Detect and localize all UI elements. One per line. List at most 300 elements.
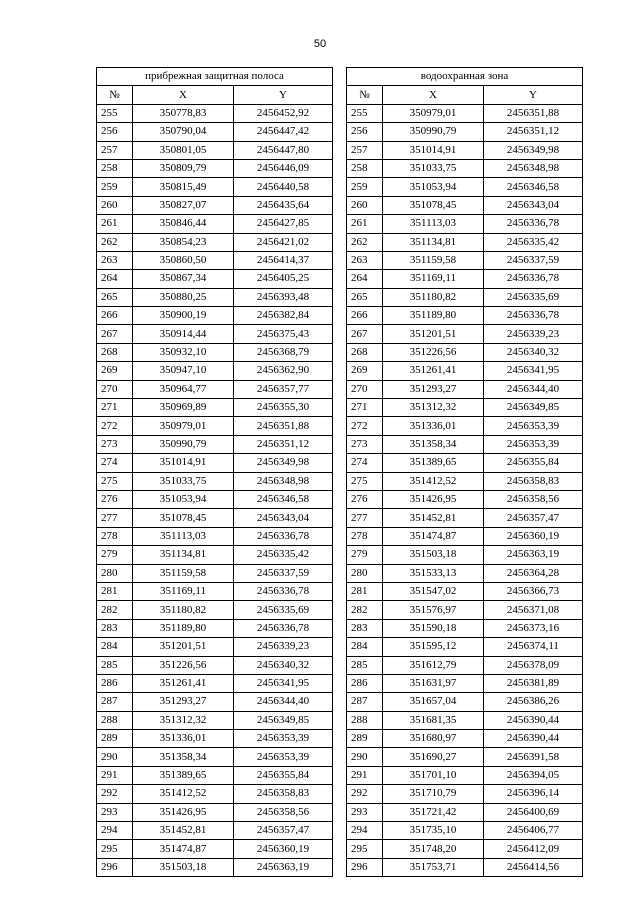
right-x-cell: 351358,34 bbox=[383, 435, 484, 453]
right-y-cell: 2456349,98 bbox=[484, 141, 583, 159]
left-num-cell: 275 bbox=[97, 472, 133, 490]
left-y-cell: 2456351,12 bbox=[234, 435, 333, 453]
left-x-cell: 351014,91 bbox=[133, 454, 234, 472]
left-y-cell: 2456357,47 bbox=[234, 822, 333, 840]
left-x-cell: 351053,94 bbox=[133, 490, 234, 508]
table-gap bbox=[333, 619, 347, 637]
table-gap bbox=[333, 325, 347, 343]
table-row bbox=[97, 270, 583, 288]
table-row bbox=[97, 435, 583, 453]
left-num-cell: 295 bbox=[97, 840, 133, 858]
right-x-cell: 351293,27 bbox=[383, 380, 484, 398]
table-gap bbox=[333, 270, 347, 288]
right-num-cell: 284 bbox=[347, 638, 383, 656]
right-y-cell: 2456363,19 bbox=[484, 546, 583, 564]
right-num-cell: 293 bbox=[347, 803, 383, 821]
right-x-cell: 351189,80 bbox=[383, 307, 484, 325]
left-y-cell: 2456353,39 bbox=[234, 730, 333, 748]
table-row bbox=[97, 307, 583, 325]
left-y-cell: 2456339,23 bbox=[234, 638, 333, 656]
right-y-cell: 2456341,95 bbox=[484, 362, 583, 380]
right-y-cell: 2456335,42 bbox=[484, 233, 583, 251]
left-num-cell: 255 bbox=[97, 104, 133, 122]
left-x-cell: 351033,75 bbox=[133, 472, 234, 490]
left-x-cell: 351113,03 bbox=[133, 527, 234, 545]
left-x-cell: 351452,81 bbox=[133, 822, 234, 840]
left-x-cell: 350914,44 bbox=[133, 325, 234, 343]
page-number: 50 bbox=[313, 38, 327, 50]
table-row bbox=[97, 233, 583, 251]
left-x-cell: 350979,01 bbox=[133, 417, 234, 435]
left-y-cell: 2456414,37 bbox=[234, 251, 333, 269]
right-num-cell: 291 bbox=[347, 766, 383, 784]
right-y-cell: 2456391,58 bbox=[484, 748, 583, 766]
table-row bbox=[97, 638, 583, 656]
left-x-cell: 351412,52 bbox=[133, 785, 234, 803]
table-gap bbox=[333, 527, 347, 545]
left-x-cell: 350846,44 bbox=[133, 215, 234, 233]
left-x-cell: 350827,07 bbox=[133, 196, 234, 214]
right-y-cell: 2456390,44 bbox=[484, 730, 583, 748]
right-x-cell: 351180,82 bbox=[383, 288, 484, 306]
right-num-cell: 281 bbox=[347, 582, 383, 600]
table-row bbox=[97, 178, 583, 196]
right-num-cell: 255 bbox=[347, 104, 383, 122]
left-x-cell: 351201,51 bbox=[133, 638, 234, 656]
left-x-cell: 350809,79 bbox=[133, 159, 234, 177]
left-x-cell: 350932,10 bbox=[133, 343, 234, 361]
left-x-cell: 351180,82 bbox=[133, 601, 234, 619]
right-y-cell: 2456396,14 bbox=[484, 785, 583, 803]
right-x-cell: 351312,32 bbox=[383, 399, 484, 417]
table-row bbox=[97, 785, 583, 803]
left-num-cell: 288 bbox=[97, 711, 133, 729]
right-num-cell: 273 bbox=[347, 435, 383, 453]
table-row bbox=[97, 325, 583, 343]
right-x-cell: 350979,01 bbox=[383, 104, 484, 122]
table-gap bbox=[333, 380, 347, 398]
table-row bbox=[97, 141, 583, 159]
right-table-title: водоохранная зона bbox=[347, 68, 583, 86]
right-x-cell: 351710,79 bbox=[383, 785, 484, 803]
left-y-cell: 2456355,84 bbox=[234, 766, 333, 784]
table-gap bbox=[333, 417, 347, 435]
left-num-cell: 274 bbox=[97, 454, 133, 472]
right-y-cell: 2456400,69 bbox=[484, 803, 583, 821]
right-num-cell: 263 bbox=[347, 251, 383, 269]
left-y-cell: 2456447,80 bbox=[234, 141, 333, 159]
left-y-cell: 2456336,78 bbox=[234, 619, 333, 637]
right-num-cell: 269 bbox=[347, 362, 383, 380]
table-gap bbox=[333, 159, 347, 177]
right-x-cell: 351426,95 bbox=[383, 490, 484, 508]
table-gap bbox=[333, 840, 347, 858]
right-y-cell: 2456386,26 bbox=[484, 693, 583, 711]
left-y-cell: 2456357,77 bbox=[234, 380, 333, 398]
left-num-cell: 271 bbox=[97, 399, 133, 417]
table-row bbox=[97, 417, 583, 435]
right-num-cell: 272 bbox=[347, 417, 383, 435]
right-num-cell: 278 bbox=[347, 527, 383, 545]
left-num-cell: 262 bbox=[97, 233, 133, 251]
left-x-cell: 351426,95 bbox=[133, 803, 234, 821]
table-gap bbox=[333, 362, 347, 380]
table-gap bbox=[333, 86, 347, 104]
left-y-cell: 2456393,48 bbox=[234, 288, 333, 306]
left-num-header: № bbox=[97, 86, 133, 104]
left-num-cell: 266 bbox=[97, 307, 133, 325]
table-gap bbox=[333, 822, 347, 840]
left-num-cell: 278 bbox=[97, 527, 133, 545]
right-x-cell: 351014,91 bbox=[383, 141, 484, 159]
right-x-cell: 351680,97 bbox=[383, 730, 484, 748]
table-row bbox=[97, 123, 583, 141]
table-row bbox=[97, 582, 583, 600]
left-x-cell: 350815,49 bbox=[133, 178, 234, 196]
left-num-cell: 270 bbox=[97, 380, 133, 398]
left-num-cell: 264 bbox=[97, 270, 133, 288]
right-x-cell: 351547,02 bbox=[383, 582, 484, 600]
left-x-cell: 350880,25 bbox=[133, 288, 234, 306]
left-num-cell: 276 bbox=[97, 490, 133, 508]
table-header-row bbox=[97, 86, 583, 104]
right-x-cell: 351595,12 bbox=[383, 638, 484, 656]
right-num-cell: 286 bbox=[347, 674, 383, 692]
right-x-cell: 351261,41 bbox=[383, 362, 484, 380]
right-num-cell: 276 bbox=[347, 490, 383, 508]
right-num-cell: 283 bbox=[347, 619, 383, 637]
right-num-cell: 274 bbox=[347, 454, 383, 472]
table-row bbox=[97, 343, 583, 361]
table-gap bbox=[333, 307, 347, 325]
table-gap bbox=[333, 582, 347, 600]
right-x-cell: 351721,42 bbox=[383, 803, 484, 821]
right-y-cell: 2456394,05 bbox=[484, 766, 583, 784]
left-table-title: прибрежная защитная полоса bbox=[97, 68, 333, 86]
left-x-cell: 350947,10 bbox=[133, 362, 234, 380]
left-x-cell: 350900,19 bbox=[133, 307, 234, 325]
left-x-cell: 350990,79 bbox=[133, 435, 234, 453]
right-x-cell: 351631,97 bbox=[383, 674, 484, 692]
right-x-cell: 351503,18 bbox=[383, 546, 484, 564]
right-num-cell: 271 bbox=[347, 399, 383, 417]
right-x-cell: 351657,04 bbox=[383, 693, 484, 711]
left-num-cell: 293 bbox=[97, 803, 133, 821]
left-y-cell: 2456353,39 bbox=[234, 748, 333, 766]
table-gap bbox=[333, 399, 347, 417]
table-gap bbox=[333, 546, 347, 564]
right-num-cell: 265 bbox=[347, 288, 383, 306]
left-y-cell: 2456336,78 bbox=[234, 527, 333, 545]
table-row bbox=[97, 748, 583, 766]
left-x-cell: 351261,41 bbox=[133, 674, 234, 692]
right-num-cell: 264 bbox=[347, 270, 383, 288]
right-y-cell: 2456378,09 bbox=[484, 656, 583, 674]
table-gap bbox=[333, 490, 347, 508]
left-num-cell: 287 bbox=[97, 693, 133, 711]
table-row bbox=[97, 803, 583, 821]
right-num-cell: 292 bbox=[347, 785, 383, 803]
right-y-cell: 2456336,78 bbox=[484, 307, 583, 325]
right-y-cell: 2456373,16 bbox=[484, 619, 583, 637]
left-y-cell: 2456351,88 bbox=[234, 417, 333, 435]
right-x-cell: 351681,35 bbox=[383, 711, 484, 729]
left-y-cell: 2456335,69 bbox=[234, 601, 333, 619]
table-row bbox=[97, 159, 583, 177]
right-y-cell: 2456412,09 bbox=[484, 840, 583, 858]
table-gap bbox=[333, 638, 347, 656]
left-x-cell: 351293,27 bbox=[133, 693, 234, 711]
right-y-cell: 2456336,78 bbox=[484, 270, 583, 288]
right-num-cell: 259 bbox=[347, 178, 383, 196]
left-num-cell: 273 bbox=[97, 435, 133, 453]
right-x-cell: 351735,10 bbox=[383, 822, 484, 840]
left-y-cell: 2456341,95 bbox=[234, 674, 333, 692]
right-y-cell: 2456374,11 bbox=[484, 638, 583, 656]
right-y-cell: 2456336,78 bbox=[484, 215, 583, 233]
table-gap bbox=[333, 766, 347, 784]
table-row bbox=[97, 380, 583, 398]
right-num-cell: 277 bbox=[347, 509, 383, 527]
right-x-cell: 351033,75 bbox=[383, 159, 484, 177]
table-gap bbox=[333, 711, 347, 729]
table-row bbox=[97, 822, 583, 840]
table-row bbox=[97, 399, 583, 417]
left-y-cell: 2456360,19 bbox=[234, 840, 333, 858]
right-x-cell: 351748,20 bbox=[383, 840, 484, 858]
right-y-cell: 2456371,08 bbox=[484, 601, 583, 619]
table-gap bbox=[333, 564, 347, 582]
right-x-cell: 351701,10 bbox=[383, 766, 484, 784]
right-num-cell: 294 bbox=[347, 822, 383, 840]
right-num-cell: 257 bbox=[347, 141, 383, 159]
table-gap bbox=[333, 674, 347, 692]
right-y-cell: 2456348,98 bbox=[484, 159, 583, 177]
table-gap bbox=[333, 251, 347, 269]
left-num-cell: 257 bbox=[97, 141, 133, 159]
left-x-cell: 350854,23 bbox=[133, 233, 234, 251]
left-y-cell: 2456440,58 bbox=[234, 178, 333, 196]
left-y-cell: 2456355,30 bbox=[234, 399, 333, 417]
left-y-header: Y bbox=[234, 86, 333, 104]
right-num-cell: 270 bbox=[347, 380, 383, 398]
right-num-header: № bbox=[347, 86, 383, 104]
table-row bbox=[97, 601, 583, 619]
left-y-cell: 2456427,85 bbox=[234, 215, 333, 233]
right-num-cell: 282 bbox=[347, 601, 383, 619]
table-gap bbox=[333, 601, 347, 619]
right-x-cell: 351612,79 bbox=[383, 656, 484, 674]
right-num-cell: 260 bbox=[347, 196, 383, 214]
right-x-cell: 351201,51 bbox=[383, 325, 484, 343]
right-num-cell: 288 bbox=[347, 711, 383, 729]
table-gap bbox=[333, 104, 347, 122]
left-x-cell: 351358,34 bbox=[133, 748, 234, 766]
coordinates-table bbox=[96, 67, 583, 877]
table-gap bbox=[333, 785, 347, 803]
right-x-cell: 351690,27 bbox=[383, 748, 484, 766]
table-gap bbox=[333, 288, 347, 306]
left-y-cell: 2456348,98 bbox=[234, 472, 333, 490]
right-num-cell: 258 bbox=[347, 159, 383, 177]
right-y-cell: 2456357,47 bbox=[484, 509, 583, 527]
right-x-cell: 351336,01 bbox=[383, 417, 484, 435]
table-gap bbox=[333, 656, 347, 674]
table-title-row bbox=[97, 68, 583, 86]
left-num-cell: 292 bbox=[97, 785, 133, 803]
table-row bbox=[97, 196, 583, 214]
table-gap bbox=[333, 454, 347, 472]
left-num-cell: 279 bbox=[97, 546, 133, 564]
table-row bbox=[97, 858, 583, 876]
right-x-cell: 351753,71 bbox=[383, 858, 484, 876]
table-gap bbox=[333, 68, 347, 86]
left-y-cell: 2456368,79 bbox=[234, 343, 333, 361]
table-row bbox=[97, 564, 583, 582]
left-x-cell: 351226,56 bbox=[133, 656, 234, 674]
left-y-cell: 2456363,19 bbox=[234, 858, 333, 876]
right-x-cell: 350990,79 bbox=[383, 123, 484, 141]
table-row bbox=[97, 509, 583, 527]
right-num-cell: 289 bbox=[347, 730, 383, 748]
table-row bbox=[97, 840, 583, 858]
left-num-cell: 291 bbox=[97, 766, 133, 784]
left-y-cell: 2456421,02 bbox=[234, 233, 333, 251]
left-num-cell: 272 bbox=[97, 417, 133, 435]
right-x-cell: 351533,13 bbox=[383, 564, 484, 582]
right-y-cell: 2456351,88 bbox=[484, 104, 583, 122]
left-x-cell: 351389,65 bbox=[133, 766, 234, 784]
right-y-cell: 2456366,73 bbox=[484, 582, 583, 600]
right-num-cell: 290 bbox=[347, 748, 383, 766]
right-y-cell: 2456390,44 bbox=[484, 711, 583, 729]
right-x-cell: 351389,65 bbox=[383, 454, 484, 472]
table-gap bbox=[333, 693, 347, 711]
left-num-cell: 284 bbox=[97, 638, 133, 656]
left-y-cell: 2456375,43 bbox=[234, 325, 333, 343]
table-row bbox=[97, 362, 583, 380]
right-x-cell: 351159,58 bbox=[383, 251, 484, 269]
table-gap bbox=[333, 748, 347, 766]
table-gap bbox=[333, 343, 347, 361]
right-y-cell: 2456364,28 bbox=[484, 564, 583, 582]
left-x-cell: 351474,87 bbox=[133, 840, 234, 858]
right-num-cell: 280 bbox=[347, 564, 383, 582]
right-num-cell: 296 bbox=[347, 858, 383, 876]
left-y-cell: 2456405,25 bbox=[234, 270, 333, 288]
left-y-cell: 2456452,92 bbox=[234, 104, 333, 122]
right-y-cell: 2456351,12 bbox=[484, 123, 583, 141]
right-x-cell: 351226,56 bbox=[383, 343, 484, 361]
right-y-cell: 2456337,59 bbox=[484, 251, 583, 269]
left-x-cell: 350964,77 bbox=[133, 380, 234, 398]
right-y-cell: 2456381,89 bbox=[484, 674, 583, 692]
left-x-cell: 351134,81 bbox=[133, 546, 234, 564]
right-x-cell: 351590,18 bbox=[383, 619, 484, 637]
left-num-cell: 286 bbox=[97, 674, 133, 692]
left-x-cell: 350969,89 bbox=[133, 399, 234, 417]
right-num-cell: 295 bbox=[347, 840, 383, 858]
table-row bbox=[97, 711, 583, 729]
right-num-cell: 287 bbox=[347, 693, 383, 711]
right-y-cell: 2456335,69 bbox=[484, 288, 583, 306]
table-row bbox=[97, 693, 583, 711]
right-num-cell: 268 bbox=[347, 343, 383, 361]
table-gap bbox=[333, 730, 347, 748]
left-num-cell: 265 bbox=[97, 288, 133, 306]
right-num-cell: 266 bbox=[347, 307, 383, 325]
table-row bbox=[97, 251, 583, 269]
left-x-cell: 350778,83 bbox=[133, 104, 234, 122]
table-row bbox=[97, 472, 583, 490]
left-num-cell: 259 bbox=[97, 178, 133, 196]
left-num-cell: 296 bbox=[97, 858, 133, 876]
left-y-cell: 2456446,09 bbox=[234, 159, 333, 177]
left-y-cell: 2456382,84 bbox=[234, 307, 333, 325]
right-y-cell: 2456346,58 bbox=[484, 178, 583, 196]
left-num-cell: 277 bbox=[97, 509, 133, 527]
right-x-cell: 351113,03 bbox=[383, 215, 484, 233]
left-x-cell: 351503,18 bbox=[133, 858, 234, 876]
left-num-cell: 260 bbox=[97, 196, 133, 214]
left-x-cell: 350801,05 bbox=[133, 141, 234, 159]
left-num-cell: 256 bbox=[97, 123, 133, 141]
right-num-cell: 256 bbox=[347, 123, 383, 141]
right-y-cell: 2456406,77 bbox=[484, 822, 583, 840]
left-num-cell: 282 bbox=[97, 601, 133, 619]
right-y-cell: 2456358,83 bbox=[484, 472, 583, 490]
right-y-cell: 2456360,19 bbox=[484, 527, 583, 545]
table-gap bbox=[333, 233, 347, 251]
table-gap bbox=[333, 472, 347, 490]
table-row bbox=[97, 619, 583, 637]
left-y-cell: 2456344,40 bbox=[234, 693, 333, 711]
right-num-cell: 262 bbox=[347, 233, 383, 251]
right-y-header: Y bbox=[484, 86, 583, 104]
right-num-cell: 275 bbox=[347, 472, 383, 490]
right-y-cell: 2456343,04 bbox=[484, 196, 583, 214]
left-y-cell: 2456435,64 bbox=[234, 196, 333, 214]
left-y-cell: 2456343,04 bbox=[234, 509, 333, 527]
right-x-cell: 351169,11 bbox=[383, 270, 484, 288]
left-x-header: X bbox=[133, 86, 234, 104]
table-row bbox=[97, 766, 583, 784]
left-num-cell: 258 bbox=[97, 159, 133, 177]
left-y-cell: 2456349,85 bbox=[234, 711, 333, 729]
left-num-cell: 263 bbox=[97, 251, 133, 269]
left-num-cell: 285 bbox=[97, 656, 133, 674]
right-y-cell: 2456353,39 bbox=[484, 435, 583, 453]
right-x-header: X bbox=[383, 86, 484, 104]
table-row bbox=[97, 730, 583, 748]
left-num-cell: 289 bbox=[97, 730, 133, 748]
left-x-cell: 351078,45 bbox=[133, 509, 234, 527]
left-num-cell: 267 bbox=[97, 325, 133, 343]
left-x-cell: 351336,01 bbox=[133, 730, 234, 748]
right-y-cell: 2456344,40 bbox=[484, 380, 583, 398]
right-y-cell: 2456339,23 bbox=[484, 325, 583, 343]
left-num-cell: 281 bbox=[97, 582, 133, 600]
right-x-cell: 351053,94 bbox=[383, 178, 484, 196]
table-gap bbox=[333, 215, 347, 233]
left-num-cell: 280 bbox=[97, 564, 133, 582]
left-x-cell: 350860,50 bbox=[133, 251, 234, 269]
left-num-cell: 294 bbox=[97, 822, 133, 840]
right-y-cell: 2456358,56 bbox=[484, 490, 583, 508]
table-gap bbox=[333, 196, 347, 214]
table-row bbox=[97, 104, 583, 122]
table-row bbox=[97, 454, 583, 472]
